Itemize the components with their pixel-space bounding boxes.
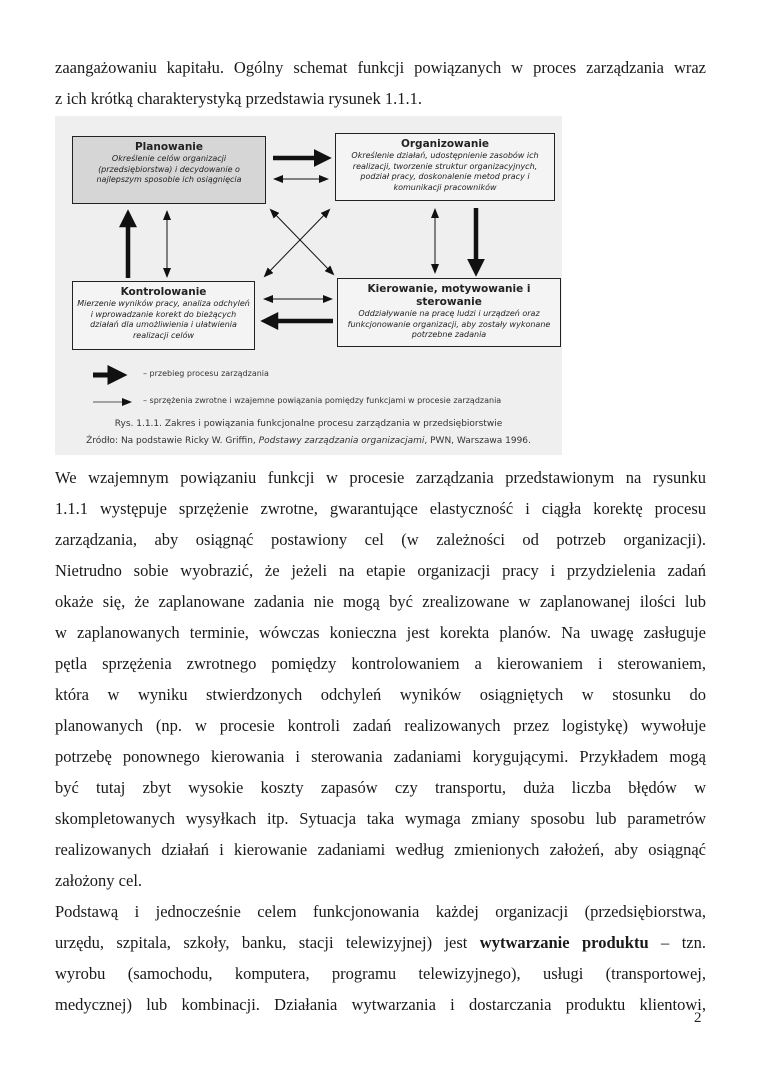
- text-segment: urzędu, szpitala, szkoły, banku, stacji telewizyjnej) jest: [55, 933, 480, 952]
- box-description: Określenie celów organizacji (przedsiębiorstwa) i decydowanie o najlepszym sposobie ich osiągnięcia: [96, 154, 242, 184]
- text-line: Podstawą i jednocześnie celem funkcjonowania każdej organizacji (przedsiębiorstwa,: [55, 902, 706, 921]
- box-title: Planowanie: [134, 141, 204, 153]
- body-paragraph-2: [55, 896, 706, 1020]
- text-line: skompletowanych wysyłkach itp. Sytuacja taka wymaga zmiany sposobu lub parametrów: [55, 809, 706, 828]
- box-kontrolowanie: [72, 281, 255, 350]
- text-line: realizowanych działań i kierowanie zadaniami według zmienionych założeń, aby osiągnąć: [55, 840, 706, 859]
- text-line: która w wyniku stwierdzonych odchyleń wyników osiągniętych w stosunku do: [55, 685, 706, 704]
- text-line: zarządzania, aby osiągnąć postawiony cel (w zależności od potrzeb organizacji).: [55, 530, 706, 549]
- box-description: Oddziaływanie na pracę ludzi i urządzeń oraz funkcjonowanie organizacji, aby zostały wykonane potrzebne zadania: [347, 309, 551, 339]
- source-suffix: , PWN, Warszawa 1996.: [424, 436, 531, 446]
- text-line: 1.1.1 występuje sprzężenie zwrotne, gwarantujące elastyczność i ciągła korektę procesu: [55, 499, 706, 518]
- text-line: potrzebę ponownego kierowania i sterowania zadaniami korygującymi. Przykładem mogą: [55, 747, 706, 766]
- intro-paragraph: [55, 52, 706, 114]
- box-title: Kierowanie, motywowanie i sterowanie: [367, 283, 531, 308]
- box-planowanie: [72, 136, 266, 204]
- box-description: Mierzenie wyników pracy, analiza odchyleń i wprowadzanie korekt do bieżących działań dla umożliwienia i ułatwienia realizacji celów: [77, 299, 250, 340]
- source-prefix: Źródło: Na podstawie Ricky W. Griffin,: [86, 436, 259, 446]
- text-line: w zaplanowanych terminie, wówczas konieczna jest korekta planów. Na uwagę zasługuje: [55, 623, 706, 642]
- text-line: okaże się, że zaplanowane zadania nie mogą być zrealizowane w zaplanowanej ilości lub: [55, 592, 706, 611]
- text-line: medycznej) lub kombinacji. Działania wytwarzania i dostarczania produktu klientowi,: [55, 995, 706, 1014]
- text-line: [55, 927, 706, 958]
- box-title: Organizowanie: [400, 138, 490, 150]
- page-number: 2: [694, 1010, 702, 1026]
- text-line: pętla sprzężenia zwrotnego pomiędzy kontrolowaniem a kierowaniem i sterowaniem,: [55, 654, 706, 673]
- text-line: planowanych (np. w procesie kontroli zadań realizowanych przez logistykę) wywołuje: [55, 716, 706, 735]
- text-segment: – tzn.: [648, 933, 706, 952]
- text-line: wyrobu (samochodu, komputera, programu telewizyjnego), usługi (transportowej,: [55, 964, 706, 983]
- text-line: We wzajemnym powiązaniu funkcji w procesie zarządzania przedstawionym na rysunku: [55, 468, 706, 487]
- legend-thin-arrow-label: – sprzężenia zwrotne i wzajemne powiązania pomiędzy funkcjami w procesie zarządzania: [143, 396, 502, 405]
- box-kierowanie: [337, 278, 561, 347]
- box-title: Kontrolowanie: [120, 286, 207, 298]
- body-paragraph-1: [55, 462, 706, 896]
- box-description: Określenie działań, udostępnienie zasobów ich realizacji, tworzenie struktur organizacyjnych, podział pracy, doskonalenie metod pracy i komunikacji pracowników: [351, 151, 539, 192]
- text-line: Nietrudno sobie wyobrazić, że jeżeli na etapie organizacji pracy i przydzielenia zadań: [55, 561, 706, 580]
- bold-term: wytwarzanie produktu: [479, 933, 649, 952]
- source-title: Podstawy zarządzania organizacjami: [258, 436, 425, 446]
- text-line: być tutaj zbyt wysokie koszty zapasów czy transportu, duża liczba błędów w: [55, 778, 706, 797]
- figure-caption: Rys. 1.1.1. Zakres i powiązania funkcjonalne procesu zarządzania w przedsiębiorstwie: [114, 419, 503, 429]
- legend-thick-arrow-label: – przebieg procesu zarządzania: [143, 369, 269, 378]
- figure-source: [55, 436, 562, 446]
- box-organizowanie: [335, 133, 555, 201]
- text-line: zaangażowaniu kapitału. Ogólny schemat funkcji powiązanych w proces zarządzania wraz: [55, 58, 706, 77]
- management-functions-diagram: [55, 116, 562, 455]
- text-line: założony cel.: [55, 871, 143, 890]
- text-line: z ich krótką charakterystyką przedstawia rysunek 1.1.1.: [55, 89, 422, 108]
